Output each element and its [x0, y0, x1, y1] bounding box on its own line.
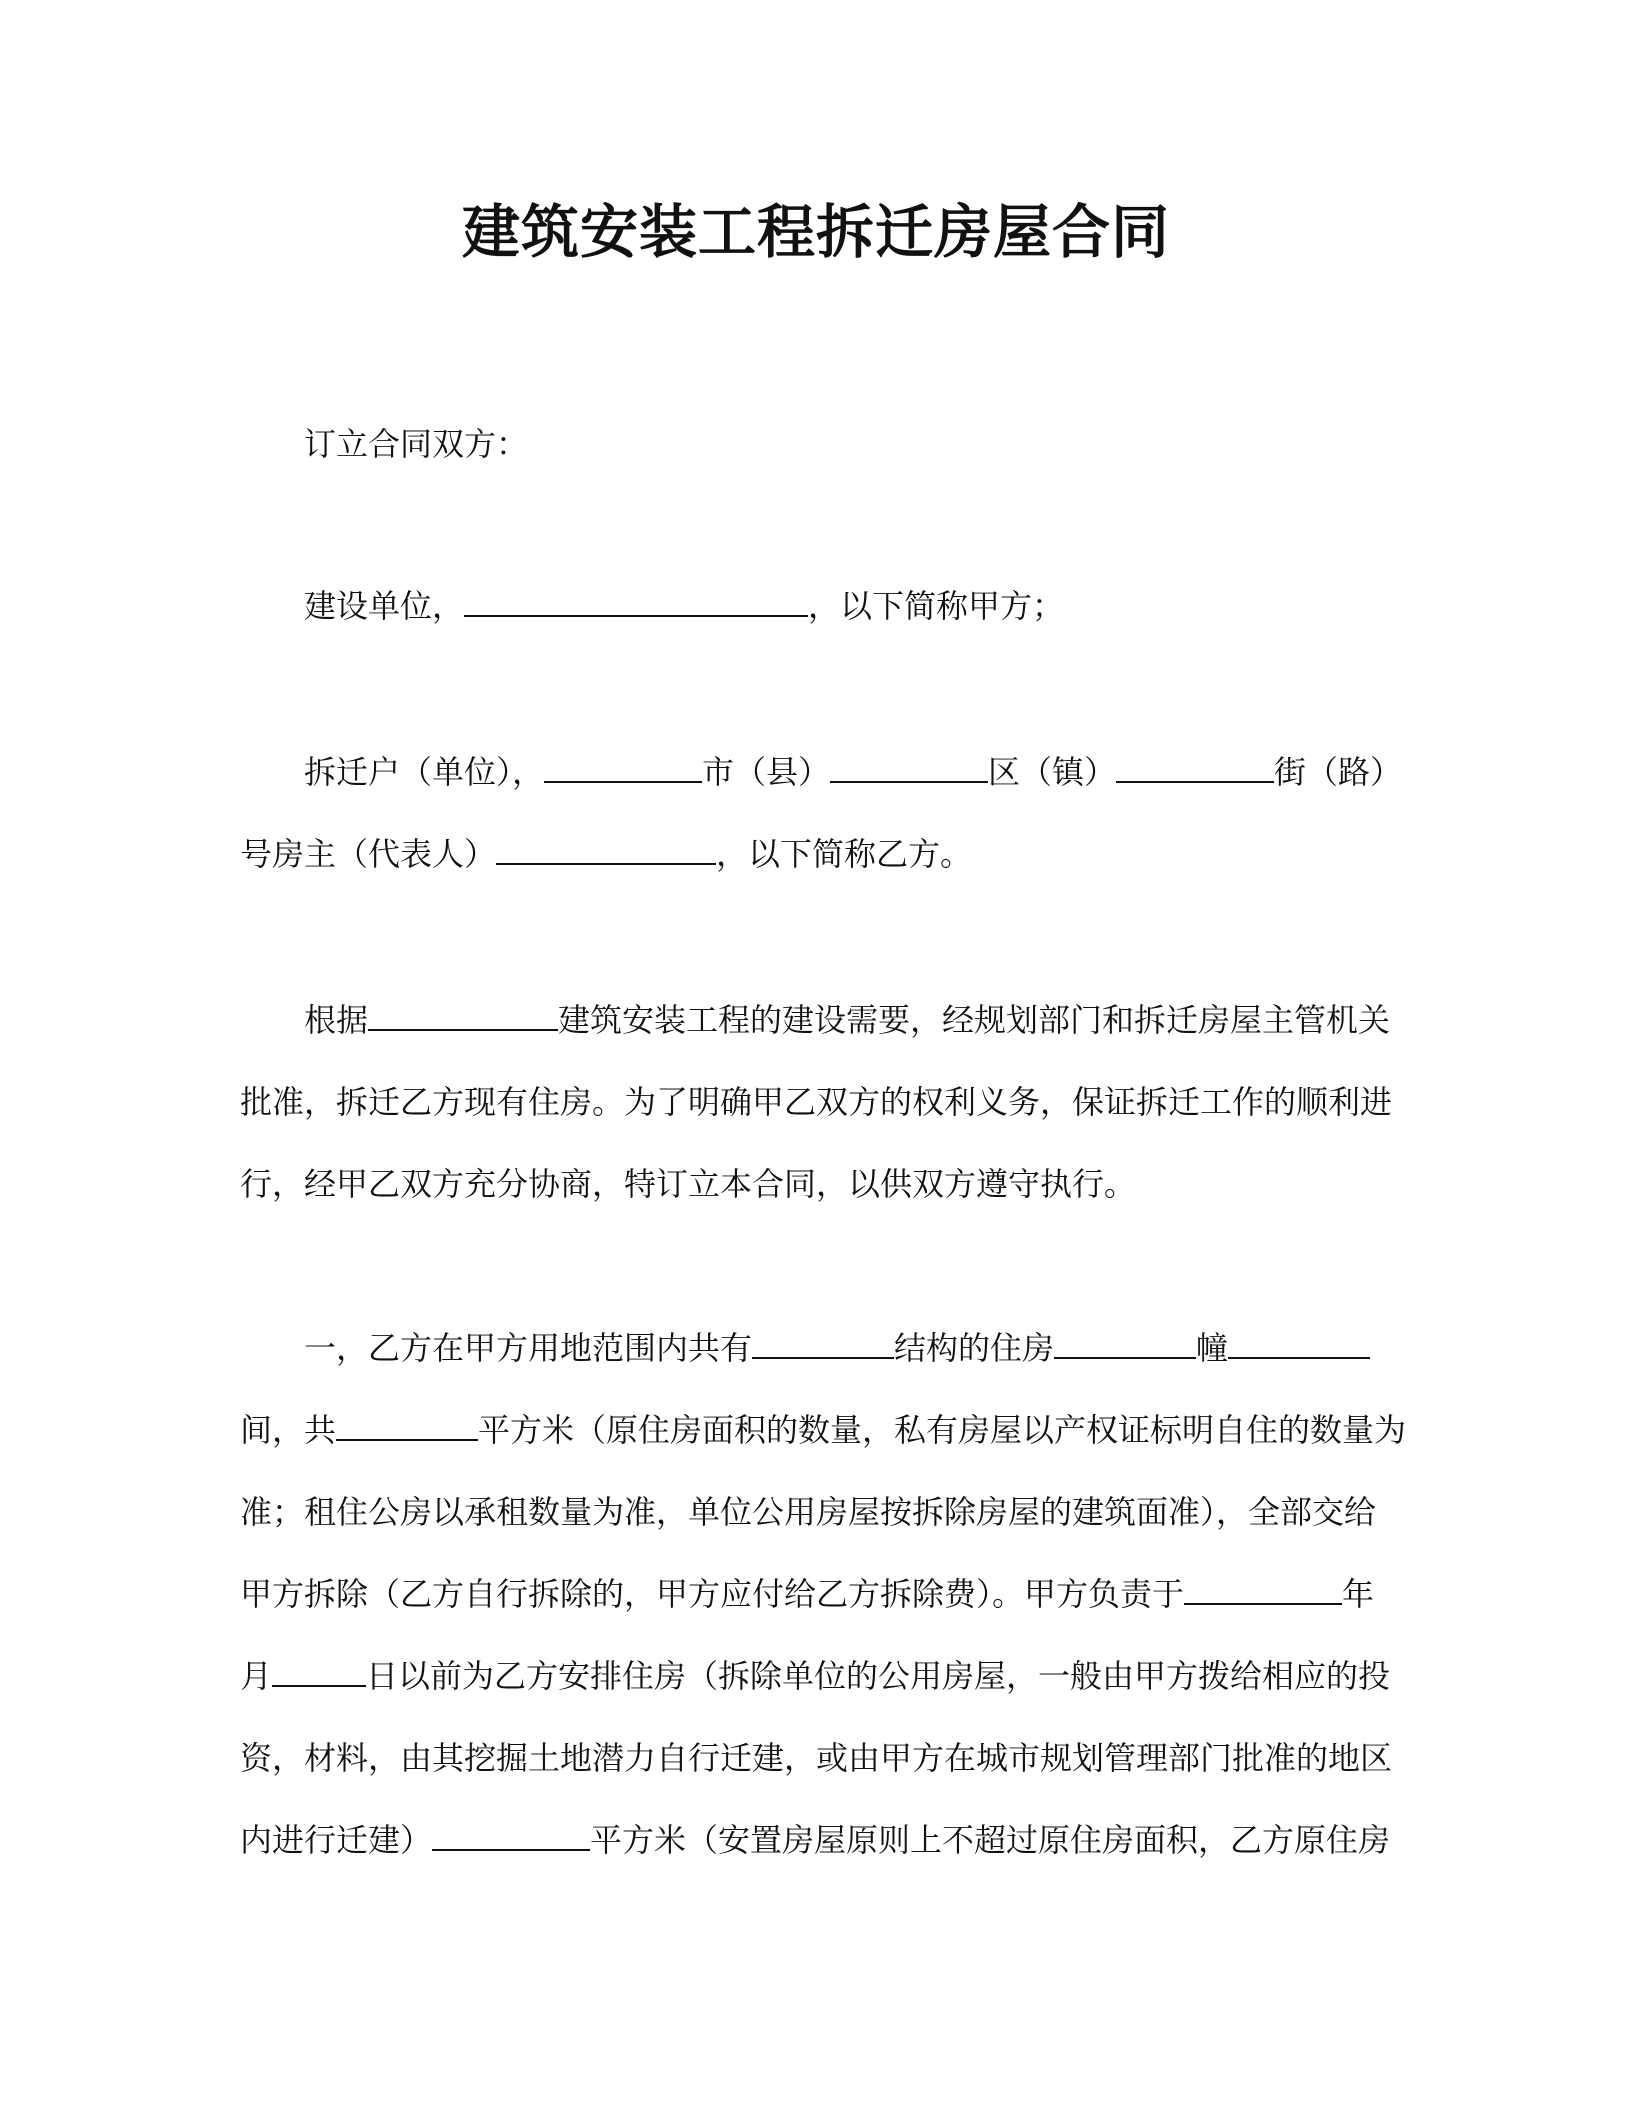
party-b-label: 拆迁户（单位）， [304, 753, 545, 791]
building-count-blank[interactable] [1054, 1327, 1196, 1359]
district-blank[interactable] [830, 751, 988, 783]
owner-label: 号房主（代表人） [240, 835, 497, 873]
document-title: 建筑安装工程拆迁房屋合同 [461, 198, 1170, 266]
basis-text-2: 批准，拆迁乙方现有住房。为了明确甲乙双方的权利义务，保证拆迁工作的顺利进 [240, 1083, 1393, 1121]
area-blank[interactable] [336, 1409, 478, 1441]
year-blank[interactable] [1184, 1573, 1342, 1605]
room-count-blank[interactable] [1228, 1327, 1370, 1359]
basis-line-1 [240, 998, 1444, 1042]
resettlement-area-blank[interactable] [432, 1819, 590, 1851]
clause-1-text-k: 平方米（安置房屋原则上不超过原住房面积，乙方原住房 [590, 1821, 1391, 1859]
day-blank[interactable] [272, 1655, 366, 1687]
party-a-blank[interactable] [464, 585, 808, 617]
party-a-suffix: ，以下简称甲方； [808, 587, 1065, 625]
owner-blank[interactable] [496, 833, 716, 865]
month-label: 月 [240, 1657, 273, 1695]
clause-1-line-2 [240, 1408, 1407, 1452]
project-blank[interactable] [368, 999, 558, 1031]
clause-1-text-i: 资，材料，由其挖掘土地潜力自行迁建，或由甲方在城市规划管理部门批准的地区 [240, 1739, 1393, 1777]
basis-line-2 [240, 1080, 1393, 1124]
clause-1-text-f: 准；租住公房以承租数量为准，单位公用房屋按拆除房屋的建筑面准），全部交给 [240, 1493, 1377, 1531]
basis-line-3 [240, 1162, 1380, 1206]
district-label: 区（镇） [988, 753, 1117, 791]
parties-heading [240, 422, 1444, 466]
year-label: 年 [1342, 1575, 1375, 1613]
city-blank[interactable] [544, 751, 702, 783]
party-b-line-1 [240, 750, 1444, 794]
owner-suffix: ，以下简称乙方。 [716, 835, 973, 873]
clause-1-text-a: 一，乙方在甲方用地范围内共有 [304, 1329, 753, 1367]
basis-label: 根据 [304, 1001, 369, 1039]
clause-1-text-d: 间，共 [240, 1411, 337, 1449]
clause-1-text-c: 幢 [1196, 1329, 1229, 1367]
city-label: 市（县） [702, 753, 831, 791]
street-label: 街（路） [1274, 753, 1403, 791]
clause-1-line-1 [240, 1326, 1444, 1370]
party-a-label: 建设单位， [304, 587, 465, 625]
clause-1-line-3 [240, 1490, 1380, 1534]
party-a-line [240, 584, 1444, 628]
clause-1-line-6 [240, 1736, 1393, 1780]
parties-heading-text: 订立合同双方： [304, 425, 529, 463]
clause-1-line-7 [240, 1818, 1391, 1862]
clause-1-text-e: 平方米（原住房面积的数量，私有房屋以产权证标明自住的数量为 [478, 1411, 1407, 1449]
street-blank[interactable] [1116, 751, 1274, 783]
clause-1-text-g: 甲方拆除（乙方自行拆除的，甲方应付给乙方拆除费）。甲方负责于 [240, 1575, 1185, 1613]
clause-1-line-5 [240, 1654, 1391, 1698]
basis-text-3: 行，经甲乙双方充分协商，特订立本合同，以供双方遵守执行。 [240, 1165, 1137, 1203]
basis-text: 建筑安装工程的建设需要，经规划部门和拆迁房屋主管机关 [558, 1001, 1391, 1039]
structure-blank[interactable] [752, 1327, 894, 1359]
clause-1-line-4 [240, 1572, 1380, 1616]
clause-1-text-j: 内进行迁建） [240, 1821, 433, 1859]
party-b-line-2 [240, 832, 1380, 876]
clause-1-text-b: 结构的住房 [894, 1329, 1055, 1367]
clause-1-text-h: 日以前为乙方安排住房（拆除单位的公用房屋，一般由甲方拨给相应的投 [366, 1657, 1391, 1695]
